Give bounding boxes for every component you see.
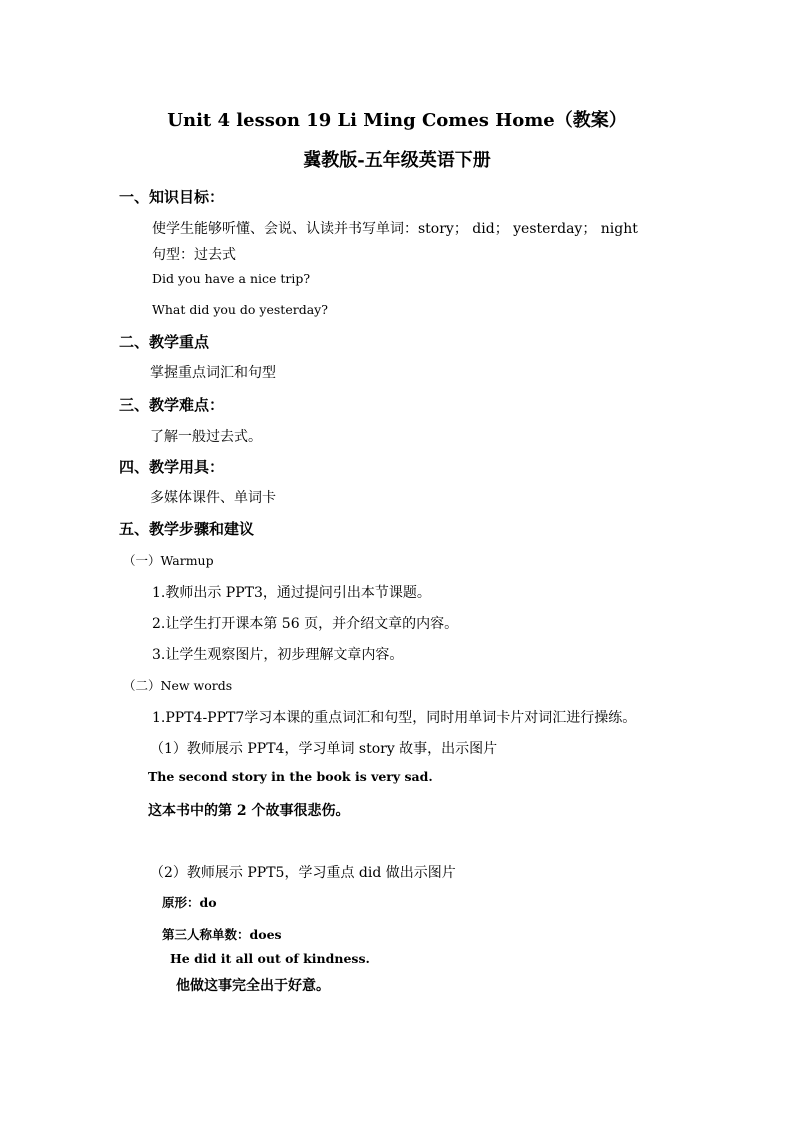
story-example-chinese: 这本书中的第 2 个故事很悲伤。 [148,803,350,819]
did-example-english: He did it all out of kindness. [170,951,370,966]
vocabulary-line: 使学生能够听懂、会说、认读并书写单词：story； did； yesterday； night [152,221,638,237]
warmup-step-2: 2.让学生打开课本第 56 页，并介绍文章的内容。 [152,616,459,632]
section-steps-heading: 五、教学步骤和建议 [119,520,255,538]
section-key-points-heading: 二、教学重点 [119,333,210,351]
warmup-step-1: 1.教师出示 PPT3，通过提问引出本节课题。 [152,585,431,601]
document-subtitle: 冀教版-五年级英语下册 [303,150,491,171]
difficulties-text: 了解一般过去式。 [150,429,262,445]
ppt5-instruction: （2）教师展示 PPT5，学习重点 did 做出示图片 [150,865,456,881]
did-third-person: 第三人称单数：does [162,927,282,942]
document-title: Unit 4 lesson 19 Li Ming Comes Home（教案） [167,110,627,131]
example-sentence-1: Did you have a nice trip? [152,271,311,286]
did-base-form: 原形：do [162,895,217,910]
new-words-step-1: 1.PPT4-PPT7学习本课的重点词汇和句型，同时用单词卡片对词汇进行操练。 [152,710,637,726]
did-example-chinese: 他做这事完全出于好意。 [176,978,330,994]
example-sentence-2: What did you do yesterday? [152,302,328,317]
key-points-text: 掌握重点词汇和句型 [150,365,276,381]
ppt4-instruction: （1）教师展示 PPT4，学习单词 story 故事，出示图片 [150,741,498,757]
section-knowledge-heading: 一、知识目标： [119,188,225,206]
section-tools-heading: 四、教学用具： [119,458,225,476]
new-words-heading: （二）New words [123,678,233,693]
section-difficulties-heading: 三、教学难点： [119,396,225,414]
story-example-english: The second story in the book is very sad. [148,769,433,784]
tools-text: 多媒体课件、单词卡 [150,490,276,506]
warmup-heading: （一）Warmup [123,553,214,568]
sentence-pattern-line: 句型：过去式 [152,247,236,263]
warmup-step-3: 3.让学生观察图片，初步理解文章内容。 [152,647,404,663]
